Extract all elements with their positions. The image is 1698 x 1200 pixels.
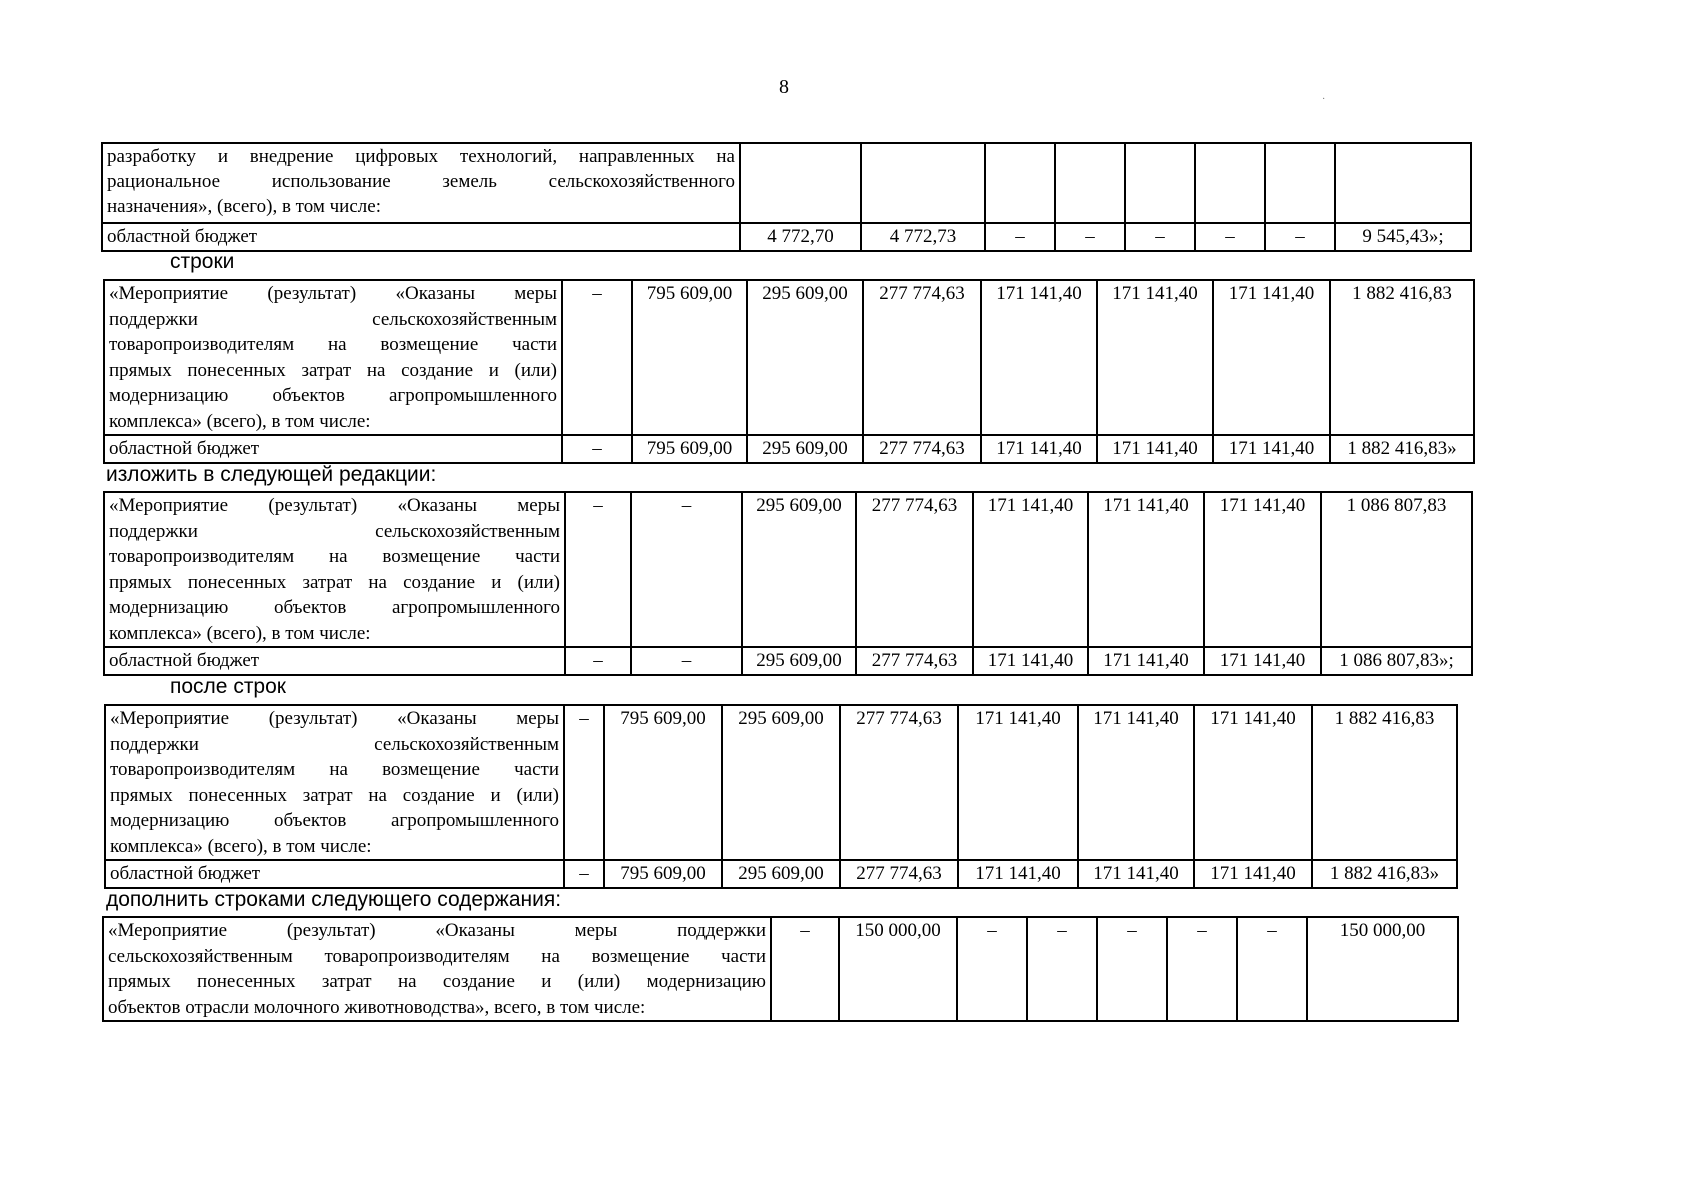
table-row: [104, 647, 1472, 675]
value-cell: 171 141,40: [1194, 705, 1312, 860]
value-cell: –: [1167, 917, 1237, 1021]
desc-line: сельскохозяйственным товаропроизводителям на возмещение части: [108, 945, 766, 967]
cell: [1335, 143, 1471, 223]
desc-line: комплекса» (всего), в том числе:: [109, 410, 371, 432]
table-new-measure: [103, 491, 1473, 676]
value-cell: –: [1055, 223, 1125, 251]
desc-line: поддержки сельскохозяйственным: [109, 308, 557, 330]
desc-line: назначения», (всего), в том числе:: [107, 196, 381, 217]
budget-label: областной бюджет: [104, 647, 565, 675]
value-cell: 795 609,00: [632, 280, 747, 435]
value-cell: –: [771, 917, 839, 1021]
value-cell: –: [565, 492, 631, 647]
value-cell: 171 141,40: [981, 280, 1097, 435]
value-cell: 9 545,43»;: [1335, 223, 1471, 251]
desc-line: объектов отрасли молочного животноводства», всего, в том числе:: [108, 996, 646, 1018]
desc-line: товаропроизводителям на возмещение части: [110, 759, 559, 780]
value-cell: –: [631, 492, 742, 647]
value-cell: 295 609,00: [742, 492, 856, 647]
page-number: 8: [779, 76, 789, 98]
value-cell: 150 000,00: [839, 917, 957, 1021]
value-cell: 171 141,40: [958, 860, 1078, 888]
value-cell: 277 774,63: [863, 435, 981, 463]
value-cell: –: [564, 860, 604, 888]
cell: [985, 143, 1055, 223]
value-cell: –: [631, 647, 742, 675]
table-row: [103, 917, 1458, 1021]
value-cell: 171 141,40: [1213, 435, 1330, 463]
value-cell: –: [565, 647, 631, 675]
desc-line: «Мероприятие (результат) «Оказаны меры поддержки: [108, 920, 766, 941]
value-cell: –: [1097, 917, 1167, 1021]
value-cell: –: [1265, 223, 1335, 251]
value-cell: 295 609,00: [722, 860, 840, 888]
value-cell: 171 141,40: [973, 492, 1088, 647]
desc-line: прямых понесенных затрат на создание и (или): [110, 784, 559, 806]
desc-line: модернизацию объектов агропромышленного: [109, 597, 560, 618]
table-digital-tech: [101, 142, 1472, 252]
value-cell: 4 772,70: [740, 223, 861, 251]
value-cell: –: [985, 223, 1055, 251]
row-description: [102, 143, 740, 223]
label-append: дополнить строками следующего содержания:: [106, 888, 562, 911]
table-row: [102, 143, 1471, 223]
value-cell: 295 609,00: [747, 280, 863, 435]
table-row: [105, 860, 1457, 888]
table-row: [104, 492, 1472, 647]
cell: [1055, 143, 1125, 223]
desc-line: поддержки сельскохозяйственным: [110, 733, 559, 755]
value-cell: 171 141,40: [973, 647, 1088, 675]
row-description: [105, 705, 564, 860]
value-cell: 1 882 416,83»: [1312, 860, 1457, 888]
value-cell: 171 141,40: [1204, 647, 1321, 675]
desc-line: прямых понесенных затрат на создание и (или): [109, 359, 557, 381]
cell: [1125, 143, 1195, 223]
value-cell: 171 141,40: [1097, 435, 1213, 463]
value-cell: 277 774,63: [840, 705, 958, 860]
value-cell: –: [564, 705, 604, 860]
value-cell: 4 772,73: [861, 223, 985, 251]
value-cell: –: [562, 280, 632, 435]
table-after-measure: [104, 704, 1458, 889]
cell: [861, 143, 985, 223]
value-cell: 1 086 807,83»;: [1321, 647, 1472, 675]
budget-label: областной бюджет: [102, 223, 740, 251]
value-cell: 171 141,40: [1213, 280, 1330, 435]
value-cell: 277 774,63: [856, 647, 973, 675]
value-cell: 171 141,40: [1194, 860, 1312, 888]
row-description: [104, 280, 562, 435]
value-cell: 295 609,00: [747, 435, 863, 463]
label-rows: строки: [170, 250, 235, 273]
budget-label: областной бюджет: [105, 860, 564, 888]
cell: [1265, 143, 1335, 223]
value-cell: 1 882 416,83: [1312, 705, 1457, 860]
value-cell: 1 086 807,83: [1321, 492, 1472, 647]
desc-line: «Мероприятие (результат) «Оказаны меры: [109, 283, 557, 304]
value-cell: –: [1237, 917, 1307, 1021]
value-cell: 171 141,40: [1204, 492, 1321, 647]
value-cell: –: [1195, 223, 1265, 251]
desc-line: комплекса» (всего), в том числе:: [110, 835, 372, 857]
value-cell: –: [562, 435, 632, 463]
value-cell: 295 609,00: [742, 647, 856, 675]
desc-line: модернизацию объектов агропромышленного: [110, 810, 559, 831]
desc-line: комплекса» (всего), в том числе:: [109, 622, 371, 644]
value-cell: 277 774,63: [856, 492, 973, 647]
table-row: [105, 705, 1457, 860]
desc-line: рациональное использование земель сельскохозяйственного: [107, 171, 735, 192]
budget-label: областной бюджет: [104, 435, 562, 463]
value-cell: 171 141,40: [1088, 492, 1204, 647]
desc-line: «Мероприятие (результат) «Оказаны меры: [110, 708, 559, 729]
row-description: [103, 917, 771, 1021]
table-dairy-measure: [102, 916, 1459, 1022]
value-cell: 171 141,40: [1097, 280, 1213, 435]
value-cell: –: [957, 917, 1027, 1021]
desc-line: товаропроизводителям на возмещение части: [109, 334, 557, 355]
label-replace: изложить в следующей редакции:: [106, 463, 437, 486]
desc-line: прямых понесенных затрат на создание и (или) модернизацию: [108, 971, 766, 992]
value-cell: 795 609,00: [632, 435, 747, 463]
value-cell: 150 000,00: [1307, 917, 1458, 1021]
table-row: [104, 435, 1474, 463]
label-after: после строк: [170, 675, 286, 698]
desc-line: прямых понесенных затрат на создание и (или): [109, 571, 560, 593]
value-cell: 1 882 416,83: [1330, 280, 1474, 435]
desc-line: модернизацию объектов агропромышленного: [109, 385, 557, 406]
value-cell: 277 774,63: [863, 280, 981, 435]
cell: [740, 143, 861, 223]
value-cell: 171 141,40: [1078, 705, 1194, 860]
value-cell: 295 609,00: [722, 705, 840, 860]
table-row: [102, 223, 1471, 251]
value-cell: 795 609,00: [604, 705, 722, 860]
table-row: [104, 280, 1474, 435]
value-cell: 171 141,40: [1088, 647, 1204, 675]
value-cell: 171 141,40: [1078, 860, 1194, 888]
desc-line: разработку и внедрение цифровых технологий, направленных на: [107, 146, 735, 167]
desc-line: поддержки сельскохозяйственным: [109, 520, 560, 542]
value-cell: 795 609,00: [604, 860, 722, 888]
value-cell: 171 141,40: [958, 705, 1078, 860]
value-cell: 171 141,40: [981, 435, 1097, 463]
value-cell: 1 882 416,83»: [1330, 435, 1474, 463]
desc-line: «Мероприятие (результат) «Оказаны меры: [109, 495, 560, 516]
desc-line: товаропроизводителям на возмещение части: [109, 546, 560, 567]
table-old-measure: [103, 279, 1475, 464]
value-cell: –: [1027, 917, 1097, 1021]
cell: [1195, 143, 1265, 223]
value-cell: –: [1125, 223, 1195, 251]
row-description: [104, 492, 565, 647]
scan-speck: ·: [1322, 94, 1326, 105]
value-cell: 277 774,63: [840, 860, 958, 888]
